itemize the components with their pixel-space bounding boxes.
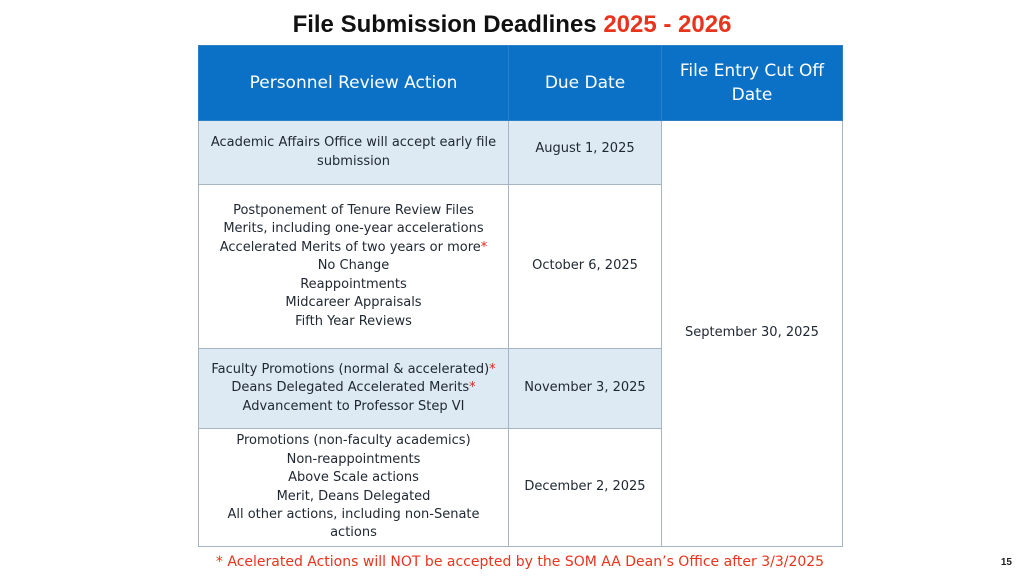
asterisk-marker: * xyxy=(489,361,496,377)
title-years: 2025 - 2026 xyxy=(603,11,732,38)
page-title xyxy=(0,11,1024,39)
table-row xyxy=(199,121,843,185)
header-cutoff-line1: File Entry Cut Off xyxy=(679,61,825,81)
action-cell: Faculty Promotions (normal & accelerated)* Deans Delegated Accelerated Merits* Advancement to Professor Step VI xyxy=(199,349,509,429)
title-main: File Submission Deadlines xyxy=(292,11,604,38)
page-number: 15 xyxy=(1000,557,1012,568)
header-due-date: Due Date xyxy=(509,46,662,121)
due-date-cell: October 6, 2025 xyxy=(509,185,662,349)
action-cell: Promotions (non-faculty academics) Non-reappointments Above Scale actions Merit, Deans Delegated All other actions, including non-Senate actions xyxy=(199,429,509,547)
action-cell: Postponement of Tenure Review Files Merits, including one-year accelerations Accelerated Merits of two years or more* No Change Reappointments Midcareer Appraisals Fifth Year Reviews xyxy=(199,185,509,349)
asterisk-marker: * xyxy=(469,380,476,396)
header-action: Personnel Review Action xyxy=(199,46,509,121)
due-date-cell: December 2, 2025 xyxy=(509,429,662,547)
due-date-cell: November 3, 2025 xyxy=(509,349,662,429)
header-cutoff-date xyxy=(662,46,843,121)
action-cell: Academic Affairs Office will accept early file submission xyxy=(199,121,509,185)
due-date-cell: August 1, 2025 xyxy=(509,121,662,185)
table-header-row xyxy=(199,46,843,121)
header-cutoff-line2: Date xyxy=(731,85,773,105)
deadlines-table xyxy=(198,45,843,547)
footnote: * Acelerated Actions will NOT be accepted by the SOM AA Dean’s Office after 3/3/2025 xyxy=(215,554,825,570)
cutoff-date-cell: September 30, 2025 xyxy=(662,121,843,547)
asterisk-marker: * xyxy=(480,239,488,255)
